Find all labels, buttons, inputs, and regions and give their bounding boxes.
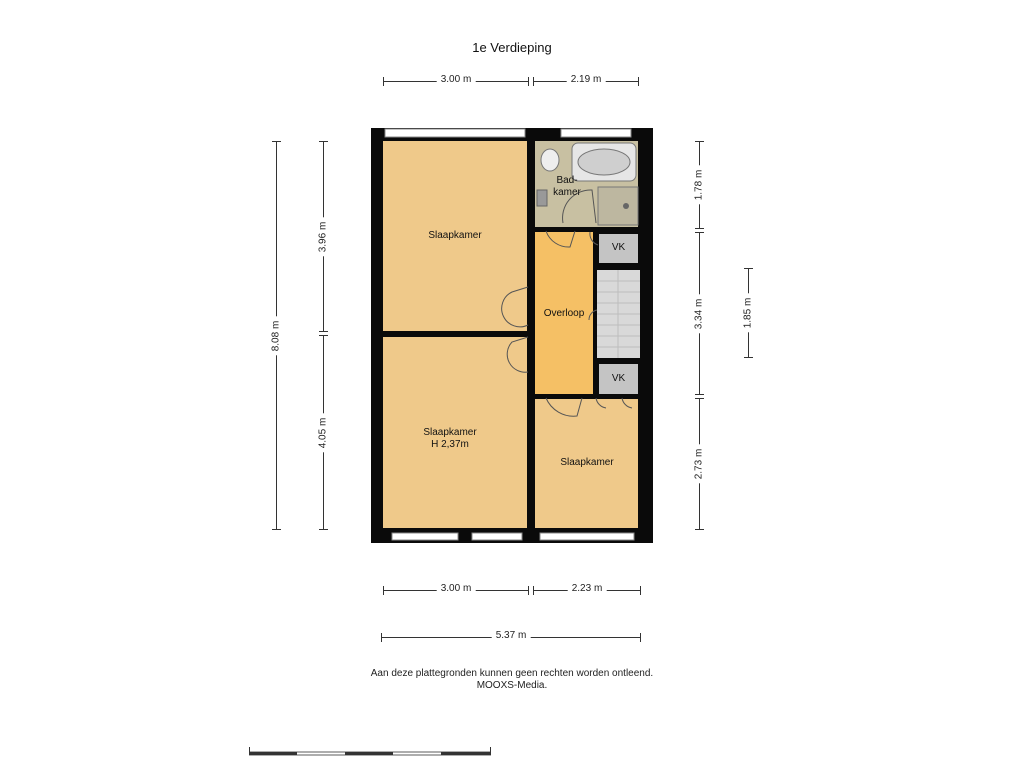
room-name: VK	[611, 373, 626, 384]
dimension-label: 2.73 m	[694, 445, 705, 484]
windows-bottom	[392, 533, 634, 540]
dimension-label: 8.08 m	[271, 316, 282, 355]
room-height: H 2,37m	[431, 439, 469, 450]
room-name: Slaapkamer	[428, 230, 482, 241]
company-name: MOOXS-Media.	[476, 680, 548, 691]
room-label-badkamer	[537, 175, 597, 199]
room-label-vk-top	[599, 242, 638, 254]
dimension-label: 2.19 m	[567, 74, 606, 85]
room-name: Slaapkamer	[423, 427, 477, 438]
disclaimer	[0, 668, 1024, 692]
room-name: Overloop	[543, 308, 585, 319]
shower-area	[598, 187, 638, 225]
floor-title: 1e Verdieping	[472, 40, 552, 55]
dimension-label: 5.37 m	[492, 630, 531, 641]
toilet	[541, 149, 559, 171]
room-label-slaapkamer-small	[537, 457, 637, 469]
shower-drain	[623, 203, 629, 209]
room-label-slaapkamer-top	[405, 230, 505, 242]
room-label-overloop	[535, 308, 593, 320]
windows-top	[385, 129, 631, 137]
room-name: Slaapkamer	[560, 457, 614, 468]
scale-bar	[249, 746, 491, 758]
dimension-label: 3.00 m	[437, 74, 476, 85]
dimension-label: 3.00 m	[437, 583, 476, 594]
dimension-label: 1.85 m	[743, 294, 754, 333]
room-name-line2: kamer	[553, 187, 581, 198]
dimension-label: 2.23 m	[568, 583, 607, 594]
dimension-label: 1.78 m	[694, 166, 705, 205]
dimension-label: 3.96 m	[318, 217, 329, 256]
room-label-slaapkamer-bottom	[400, 427, 500, 451]
room-name: VK	[611, 242, 626, 253]
disclaimer-line: Aan deze plattegronden kunnen geen rechten worden ontleend.	[370, 668, 654, 679]
room-label-vk-bottom	[599, 373, 638, 385]
dimension-label: 4.05 m	[318, 413, 329, 452]
dimension-label: 3.34 m	[694, 294, 705, 333]
bathtub-basin	[578, 149, 630, 175]
room-name-line1: Bad-	[556, 175, 578, 186]
